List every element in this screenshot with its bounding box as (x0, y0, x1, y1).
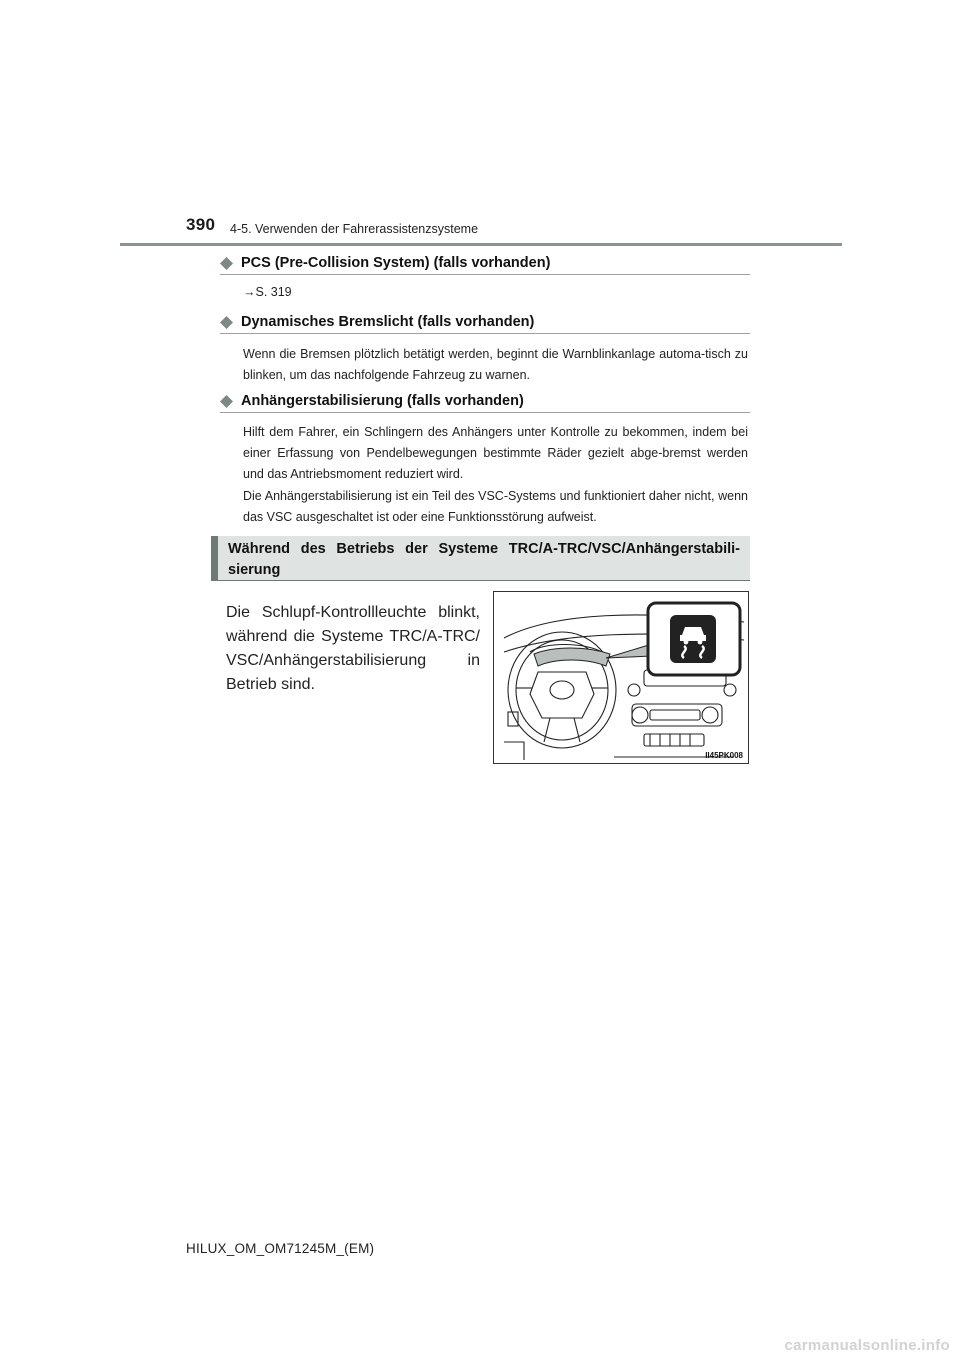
slip-indicator-icon (670, 615, 716, 663)
section-heading-text: Anhängerstabilisierung (falls vorhanden) (241, 393, 524, 409)
section-heading-text: Dynamisches Bremslicht (falls vorhanden) (241, 314, 535, 330)
diamond-bullet-icon (220, 395, 233, 408)
info-box-heading: Während des Betriebs der Systeme TRC/A-TRC/VSC/Anhängerstabili-sierung (211, 536, 750, 580)
page-number: 390 (186, 215, 216, 234)
body-paragraph: Die Anhängerstabilisierung ist ein Teil des VSC-Systems und funktioniert daher nicht, wenn das VSC ausgeschaltet ist oder eine Funktionsstörung aufweist. (243, 489, 748, 524)
section-heading-trailer-stability (220, 393, 750, 413)
dashboard-illustration (493, 591, 749, 764)
body-paragraph: Wenn die Bremsen plötzlich betätigt werden, beginnt die Warnblinkanlage automa-tisch zu blinken, um das nachfolgende Fahrzeug zu warnen. (243, 347, 748, 382)
page-reference: →S. 319 (243, 285, 292, 299)
diamond-bullet-icon (220, 257, 233, 270)
body-paragraph: Hilft dem Fahrer, ein Schlingern des Anhängers unter Kontrolle zu bekommen, indem bei einer Erfassung von Pendelbewegungen bestimmte Räder gezielt abge-bremst werden und das Antriebsmoment reduziert wird. (243, 425, 748, 481)
watermark: carmanualsonline.info (784, 1337, 950, 1354)
header-rule (120, 243, 842, 246)
info-box-rule (211, 580, 750, 581)
document-id: HILUX_OM_OM71245M_(EM) (186, 1241, 375, 1256)
diamond-bullet-icon (220, 316, 233, 329)
section-heading-brake-light (220, 314, 750, 334)
info-box-text: Die Schlupf-Kontrollleuchte blinkt, während die Systeme TRC/A-TRC/ VSC/Anhängerstabilisierung in Betrieb sind. (226, 604, 480, 693)
dashboard-drawing (494, 592, 748, 763)
chapter-title: 4-5. Verwenden der Fahrerassistenzsysteme (230, 222, 479, 236)
section-heading-text: PCS (Pre-Collision System) (falls vorhanden) (241, 255, 551, 271)
section-heading-pcs (220, 255, 750, 275)
figure-id: II45PK008 (705, 751, 743, 760)
